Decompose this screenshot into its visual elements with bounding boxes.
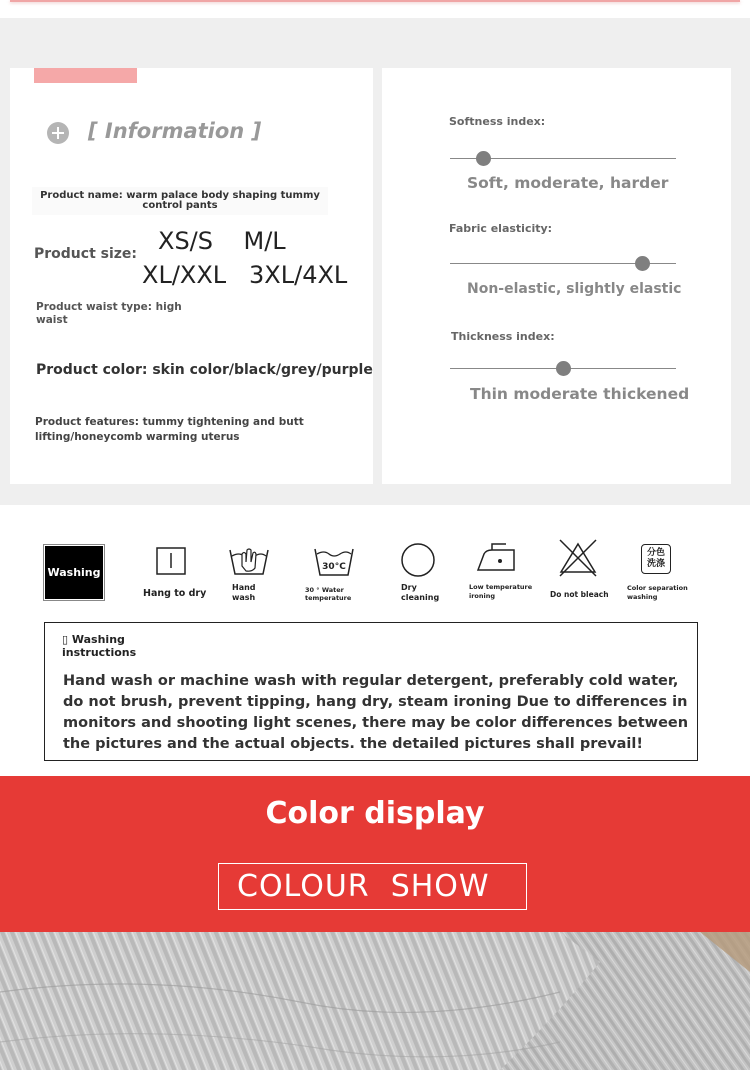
water-temp-icon bbox=[313, 545, 355, 577]
plus-circle-icon bbox=[47, 122, 69, 144]
elasticity-value: Non-elastic, slightly elastic bbox=[467, 281, 682, 297]
top-strip bbox=[0, 0, 750, 18]
softness-label: Softness index: bbox=[449, 115, 546, 128]
color-separation-icon: 分色 洗涤 bbox=[641, 544, 671, 574]
color-separation-label: Color separation washing bbox=[627, 584, 688, 601]
water-temp-badge: 30°C bbox=[322, 562, 346, 572]
top-divider bbox=[10, 0, 740, 2]
elasticity-label: Fabric elasticity: bbox=[449, 222, 553, 235]
product-info-card bbox=[10, 68, 373, 484]
size-line-2: XL/XXL 3XL/4XL bbox=[142, 261, 348, 289]
thickness-knob bbox=[556, 361, 571, 376]
color-display-banner bbox=[0, 776, 750, 932]
info-title: [ Information ] bbox=[88, 119, 262, 143]
do-not-bleach-label: Do not bleach bbox=[550, 590, 609, 599]
do-not-bleach-icon bbox=[557, 538, 599, 578]
fabric-photo bbox=[0, 932, 750, 1070]
product-waist: Product waist type: high waist bbox=[36, 301, 182, 326]
product-info-section bbox=[0, 18, 750, 505]
fabric-texture-image bbox=[0, 932, 750, 1070]
product-size-values bbox=[142, 224, 347, 292]
low-temp-ironing-icon bbox=[476, 542, 518, 574]
colour-show-box bbox=[218, 863, 527, 910]
product-size-label: Product size: bbox=[34, 246, 138, 262]
fabric-index-card bbox=[382, 68, 731, 484]
thickness-value: Thin moderate thickened bbox=[470, 385, 690, 403]
water-temp-label: 30 ° Water temperature bbox=[305, 586, 352, 602]
product-color: Product color: skin color/black/grey/purple bbox=[36, 362, 373, 378]
size-line-1: XS/S M/L bbox=[158, 227, 286, 255]
hand-wash-label: Hand wash bbox=[232, 583, 256, 602]
washing-tile: Washing bbox=[43, 544, 105, 601]
thickness-label: Thickness index: bbox=[451, 330, 555, 343]
washing-instructions-text: Hand wash or machine wash with regular detergent, preferably cold water, do not brush, prevent tipping, hang dry, steam ironing Due to differences in monitors and shooting light scenes, there may be color differences between the pictures and the actual objects. the detailed pictures shall prevail! bbox=[63, 673, 689, 752]
washing-symbols-row bbox=[0, 535, 750, 615]
hand-wash-icon bbox=[228, 544, 270, 576]
color-display-title: Color display bbox=[265, 796, 485, 831]
product-name: Product name: warm palace body shaping tummy control pants bbox=[32, 187, 328, 215]
dry-cleaning-icon bbox=[400, 542, 436, 578]
washing-instructions-box bbox=[44, 622, 698, 761]
softness-knob bbox=[476, 151, 491, 166]
colour-show-text: COLOUR SHOW bbox=[237, 869, 490, 904]
softness-value: Soft, moderate, harder bbox=[467, 174, 669, 192]
low-temp-ironing-label: Low temperature ironing bbox=[469, 583, 533, 600]
elasticity-knob bbox=[635, 256, 650, 271]
product-features: Product features: tummy tightening and butt lifting/honeycomb warming uterus bbox=[35, 416, 304, 443]
pink-accent-tab bbox=[34, 68, 137, 83]
dry-cleaning-label: Dry cleaning bbox=[401, 583, 440, 602]
hang-to-dry-icon bbox=[155, 546, 187, 576]
washing-instructions-title: ▯ Washing instructions bbox=[62, 633, 137, 659]
hang-to-dry-label: Hang to dry bbox=[143, 588, 207, 599]
